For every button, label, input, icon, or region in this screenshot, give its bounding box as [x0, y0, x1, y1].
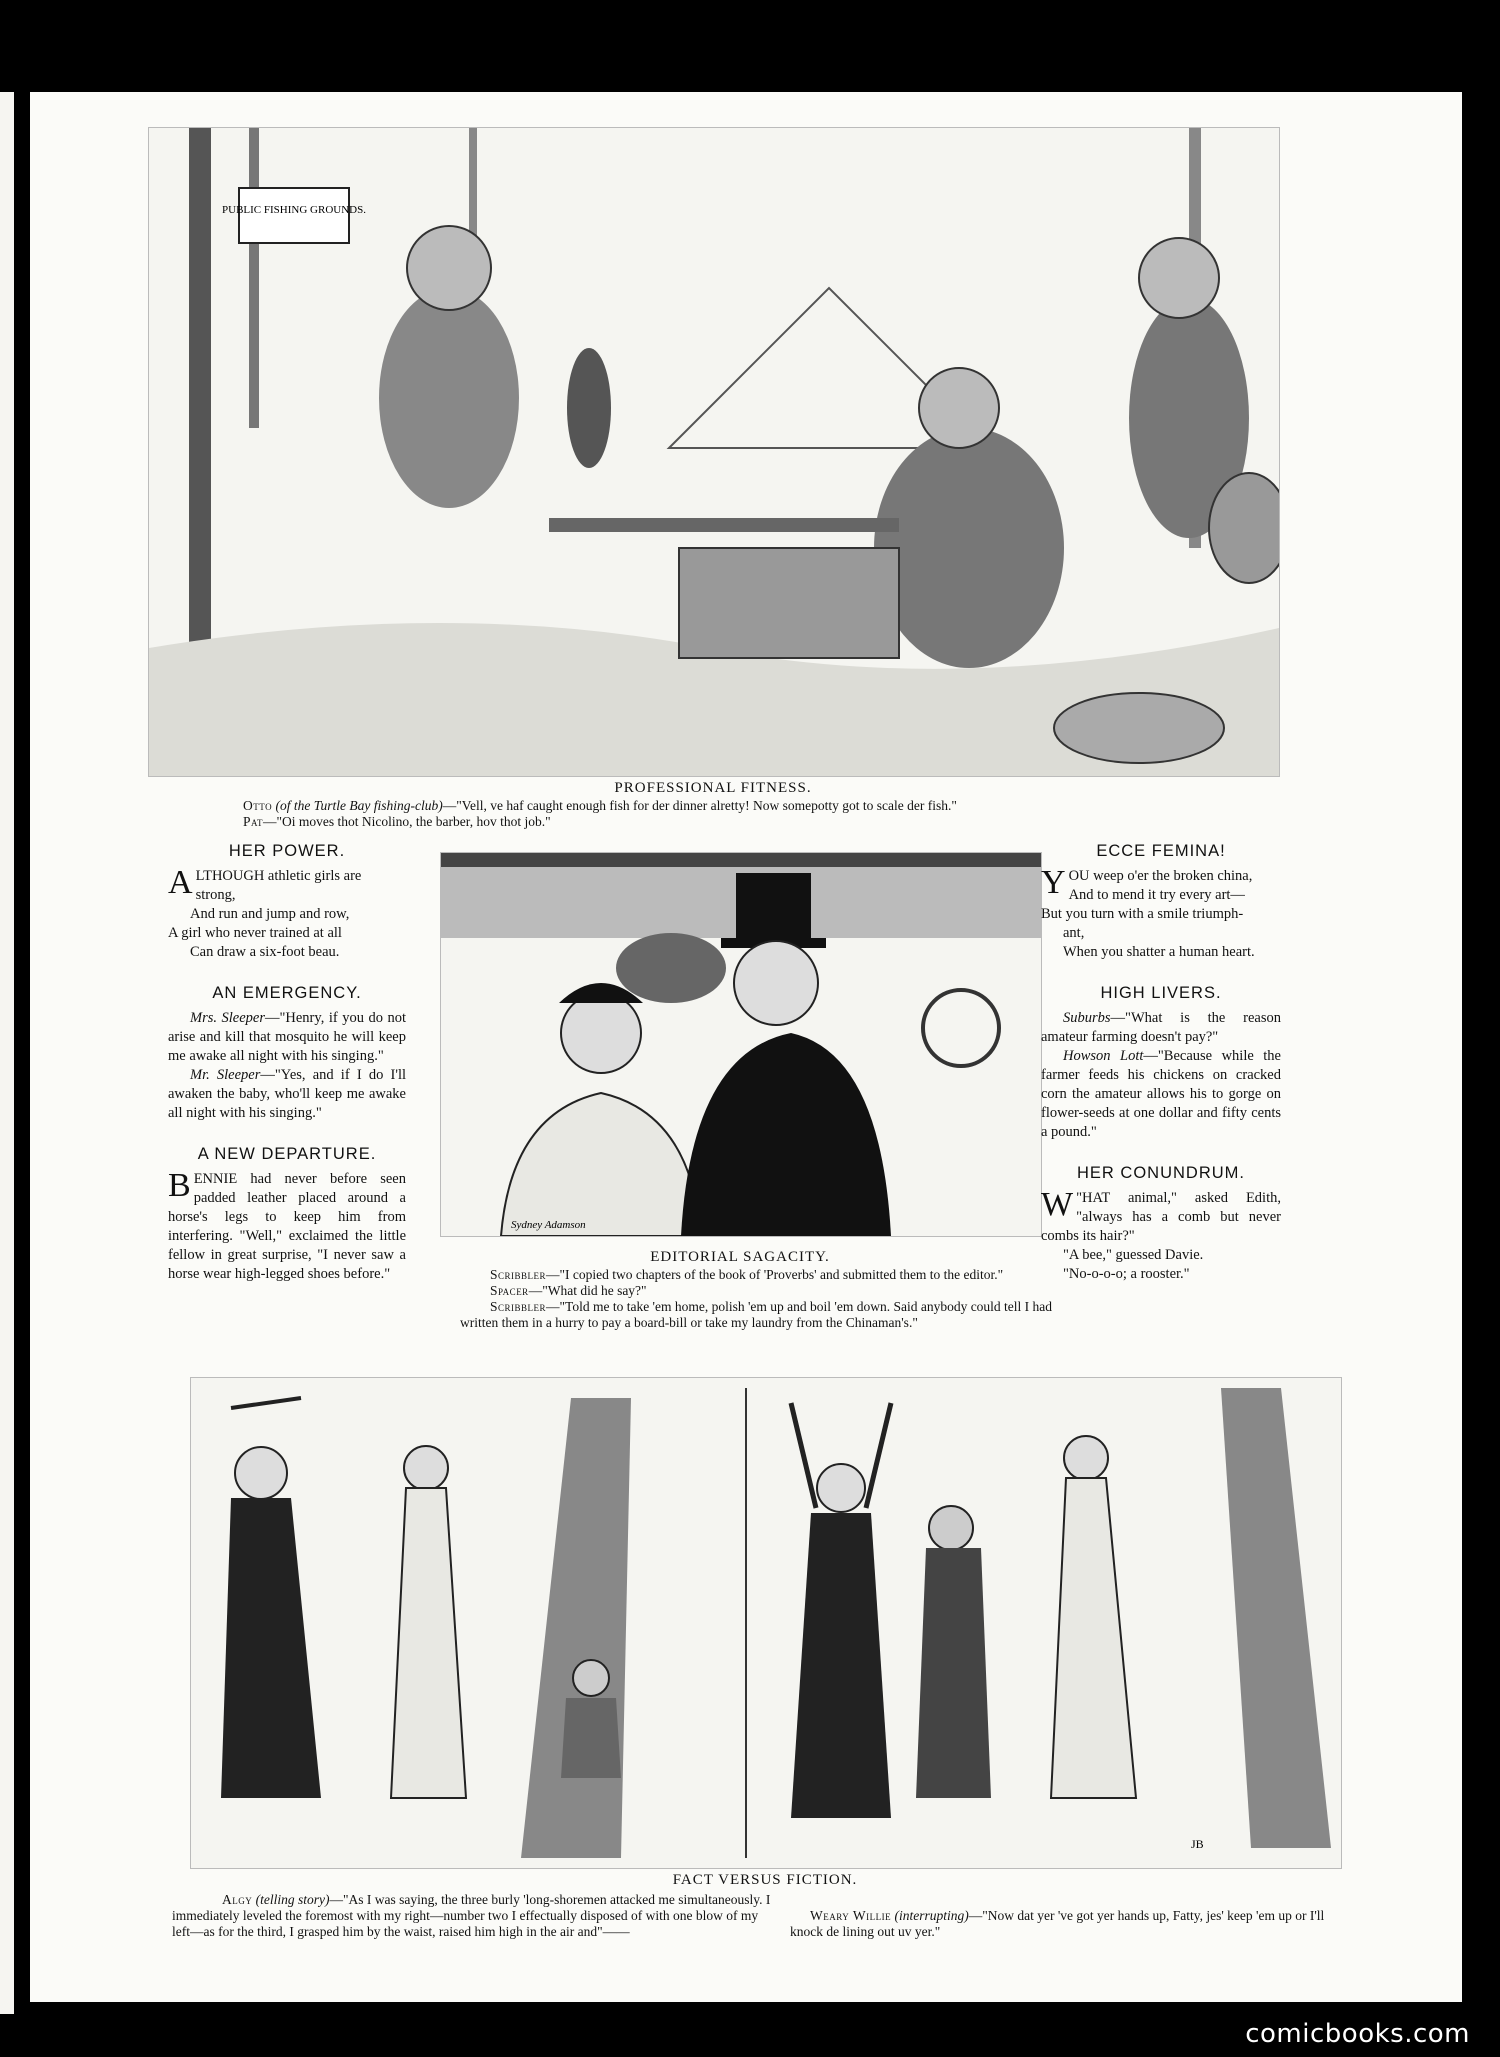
- camp-stove: [679, 548, 899, 658]
- bottom-cartoon-dialogue-left: [172, 1892, 772, 1940]
- artist-signature: Sydney Adamson: [511, 1219, 586, 1231]
- dialogue-line: Scribbler—"I copied two chapters of the book of 'Proverbs' and submitted them to the editor.": [490, 1267, 1004, 1282]
- left-text-column: [168, 842, 406, 1306]
- high-livers-section: [1041, 984, 1281, 1142]
- dialogue-line-pat: [243, 814, 1293, 830]
- poem-line: ant,: [1063, 925, 1085, 941]
- dialogue-line-otto: [243, 798, 1293, 814]
- section-title: A NEW DEPARTURE.: [197, 1145, 377, 1163]
- section-title: ECCE FEMINA!: [1096, 842, 1226, 860]
- magazine-page: [30, 92, 1462, 2002]
- paragraph: "A bee," guessed Davie.: [1063, 1247, 1204, 1263]
- ecce-femina-section: [1041, 842, 1281, 962]
- dialogue-line-algy: Algy (telling story)—"As I was saying, the three burly 'long-shoremen attacked me simultaneously. I immediately leveled the foremost with my right—number two I effectually disposed of with one blow of my left—as for the third, I grasped him by the waist, raised him high in the air and"——: [172, 1892, 771, 1939]
- center-cartoon-illustration: [440, 852, 1042, 1237]
- poem-line: ALTHOUGH athletic girls are: [168, 864, 362, 901]
- poem-line: And run and jump and row,: [190, 906, 350, 922]
- center-cartoon-dialogue: [460, 1267, 1055, 1331]
- speaker-name: Otto: [243, 798, 273, 813]
- dialogue-text: —"Vell, ve haf caught enough fish for der dinner alretty! Now somepotty got to scale der fish.": [442, 798, 957, 813]
- drop-cap: A: [168, 864, 193, 901]
- writer-figure: [734, 941, 818, 1025]
- section-title: HER CONUNDRUM.: [1077, 1164, 1245, 1182]
- center-cartoon-title: EDITORIAL SAGACITY.: [650, 1249, 830, 1265]
- top-cartoon-dialogue: [243, 798, 1293, 830]
- fish-icon: [567, 348, 611, 468]
- pat-figure: [874, 428, 1064, 668]
- top-cartoon-illustration: [148, 127, 1280, 777]
- section-title: HER POWER.: [228, 842, 346, 860]
- poem-line: YOU weep o'er the broken china,: [1041, 864, 1253, 901]
- previous-page-edge: [0, 92, 14, 2014]
- section-title: AN EMERGENCY.: [212, 984, 362, 1002]
- bottom-cartoon-illustration: [190, 1377, 1342, 1869]
- a-new-departure-section: [168, 1145, 406, 1284]
- algy-figure: [235, 1447, 287, 1499]
- paragraph: Howson Lott—"Because while the farmer feeds his chickens on cracked corn the amateur allows his to gorge on flower-seeds at one dollar and fifty cents a pound.": [1041, 1048, 1281, 1140]
- algy-hands-up-figure: [817, 1464, 865, 1512]
- poem-line: When you shatter a human heart.: [1063, 944, 1255, 960]
- paragraph: Suburbs—"What is the reason amateur farming doesn't pay?": [1041, 1010, 1281, 1045]
- fishing-camp-drawing: [149, 128, 1279, 776]
- editorial-sagacity-drawing: [441, 853, 1041, 1236]
- poem: [168, 864, 406, 962]
- drop-cap: Y: [1041, 864, 1066, 901]
- dialogue-line: Scribbler—"Told me to take 'em home, polish 'em up and boil 'em down. Said anybody could tell I had written them in a hurry to pay a board-bill or take my laundry from the Chinaman's.": [460, 1299, 1053, 1330]
- otto-figure: [379, 288, 519, 508]
- her-power-section: [168, 842, 406, 962]
- weary-willie-figure: [929, 1506, 973, 1550]
- poem-line: strong,: [195, 887, 236, 903]
- poem-line: But you turn with a smile triumph-: [1041, 906, 1244, 922]
- editor-figure: [561, 993, 641, 1073]
- paragraph: Mrs. Sleeper—"Henry, if you do not arise and kill that mosquito he will keep me awake all night with his singing.": [168, 1010, 406, 1064]
- paragraph: BENNIE had never before seen padded leather placed around a horse's legs to keep him from interfering. "Well," exclaimed the little fellow in great surprise, "I never saw a horse wear high-legged shoes before.": [168, 1167, 406, 1282]
- site-watermark: comicbooks.com: [1245, 2019, 1470, 2049]
- dialogue-line: Spacer—"What did he say?": [490, 1283, 647, 1298]
- bottom-cartoon-title: FACT VERSUS FICTION.: [672, 1872, 858, 1888]
- top-cartoon-title: PROFESSIONAL FITNESS.: [614, 780, 812, 796]
- poem-line: And to mend it try every art—: [1068, 887, 1245, 903]
- poem-line: A girl who never trained at all: [168, 925, 342, 941]
- paragraph: Mr. Sleeper—"Yes, and if I do I'll awaken the baby, who'll keep me awake all night with his singing.": [168, 1067, 406, 1121]
- fact-versus-fiction-drawing: [191, 1378, 1341, 1868]
- paragraph: " W HAT animal," asked Edith, "always has a comb but never combs its hair?": [1041, 1186, 1281, 1244]
- drop-cap: W: [1041, 1186, 1074, 1223]
- section-title: HIGH LIVERS.: [1100, 984, 1222, 1002]
- lady-figure: [404, 1446, 448, 1490]
- speaker-qualifier: (of the Turtle Bay fishing-club): [275, 798, 443, 813]
- poem-line: Can draw a six-foot beau.: [190, 944, 340, 960]
- bottom-cartoon-dialogue-right: [790, 1908, 1330, 1940]
- drop-cap: B: [168, 1167, 191, 1204]
- dialogue-line-weary-willie: Weary Willie (interrupting)—"Now dat yer 've got yer hands up, Fatty, jes' keep 'em up or I'll knock de lining out uv yer.": [790, 1908, 1325, 1939]
- her-conundrum-section: [1041, 1164, 1281, 1284]
- poem: [1041, 864, 1281, 962]
- speaker-name: Pat: [243, 814, 264, 829]
- artist-signature: JB: [1191, 1837, 1204, 1851]
- paragraph: "No-o-o-o; a rooster.": [1063, 1266, 1190, 1282]
- dialogue-text: —"Oi moves thot Nicolino, the barber, hov thot job.": [263, 814, 551, 829]
- sign-text: PUBLIC FISHING GROUNDS.: [222, 204, 366, 216]
- right-text-column: [1041, 842, 1281, 1306]
- an-emergency-section: [168, 984, 406, 1123]
